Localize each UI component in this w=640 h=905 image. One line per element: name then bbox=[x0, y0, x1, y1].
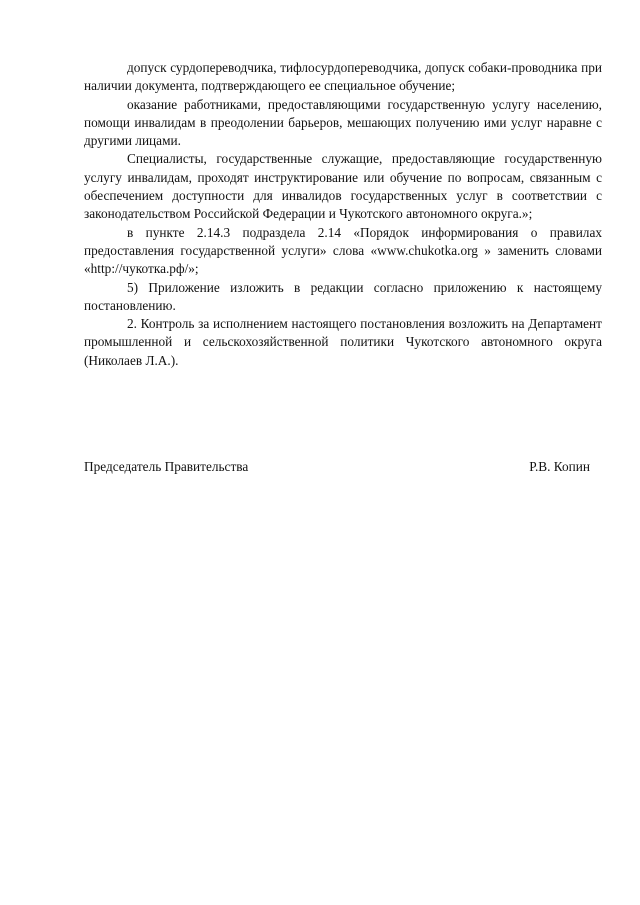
paragraph-staff-assistance: оказание работниками, предоставляющими государственную услугу населению, помощи инвалидам в преодолении барьеров, мешающих получению ими услуг наравне с другими лицами. bbox=[84, 96, 602, 149]
paragraph-website-replacement: в пункте 2.14.3 подраздела 2.14 «Порядок информирования о правилах предоставления государственной услуги» слова «www.chukotka.org » заменить словами «http://чукотка.рф/»; bbox=[84, 224, 602, 277]
paragraph-specialists-training: Специалисты, государственные служащие, предоставляющие государственную услугу инвалидам, проходят инструктирование или обучение по вопросам, связанным с обеспечением доступности для инвалидов государственных услуг в соответствии с законодательством Российской Федерации и Чукотского автономного округа.»; bbox=[84, 151, 602, 222]
signature-block bbox=[84, 458, 602, 476]
signatory-name: Р.В. Копин bbox=[529, 459, 590, 474]
paragraph-control: 2. Контроль за исполнением настоящего постановления возложить на Департамент промышленной и сельскохозяйственной политики Чукотского автономного округа (Николаев Л.А.). bbox=[84, 316, 602, 368]
signatory-position: Председатель Правительства bbox=[84, 459, 249, 474]
document-body bbox=[84, 59, 602, 370]
paragraph-sign-language-access: допуск сурдопереводчика, тифлосурдопереводчика, допуск собаки-проводника при наличии документа, подтверждающего ее специальное обучение; bbox=[84, 60, 602, 94]
paragraph-appendix: 5) Приложение изложить в редакции согласно приложению к настоящему постановлению. bbox=[84, 279, 602, 313]
